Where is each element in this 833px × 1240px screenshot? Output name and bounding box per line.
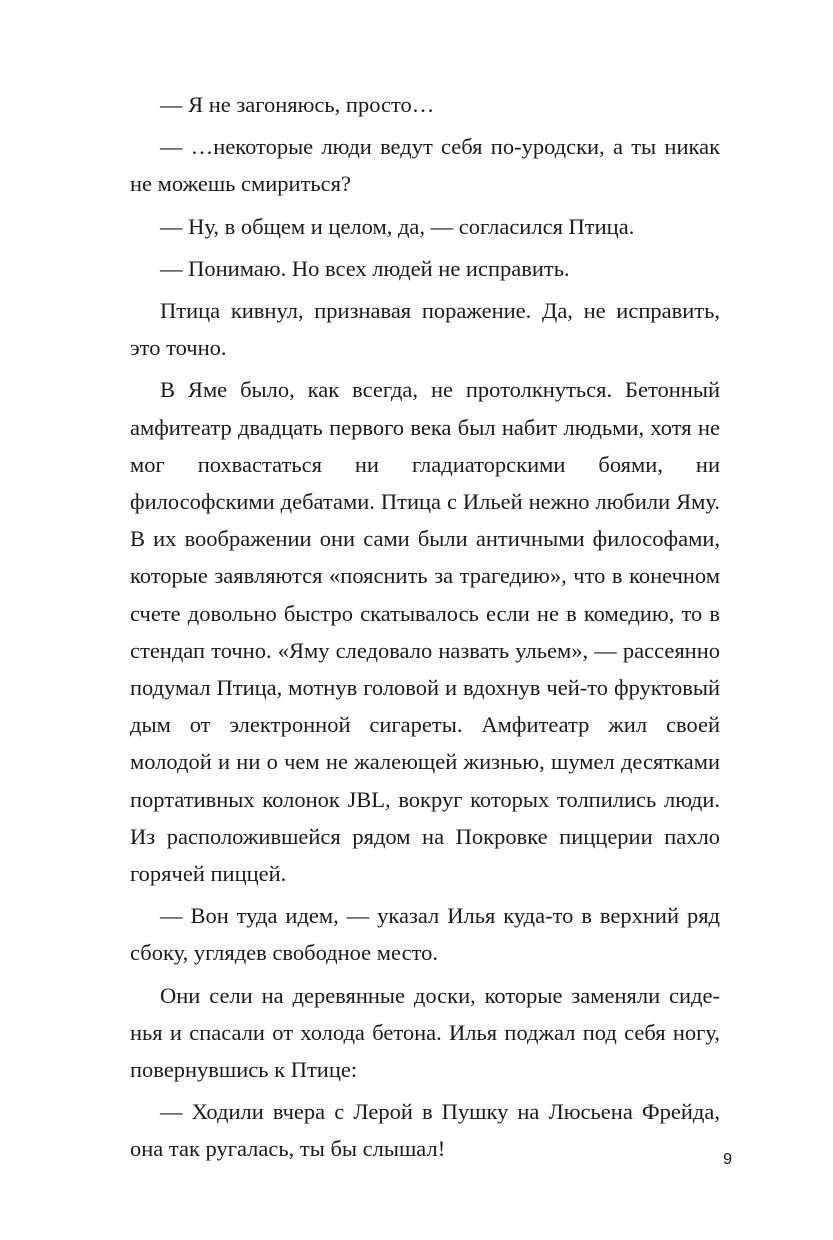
paragraph-dialogue-6: — Ходили вчера с Лерой в Пушку на Люсьена Фрейда, она так ругалась, ты бы слышал! <box>130 1099 720 1162</box>
page-number: 9 <box>723 1151 732 1168</box>
paragraph-narrative-1: Птица кивнул, признавая поражение. Да, не исправить, это точно. <box>130 298 720 361</box>
paragraph-dialogue-2: — …некоторые люди ведут себя по-уродски, а ты никак не можешь смириться? <box>130 134 720 197</box>
paragraph-dialogue-3: — Ну, в общем и целом, да, — согласился Птица. <box>160 213 635 239</box>
paragraph-dialogue-1: — Я не загоняюсь, просто… <box>160 92 435 117</box>
paragraph-narrative-3: Они сели на деревянные доски, которые заменяли сиденья и спасали от холода бетона. Илья поджал под себя ногу, повернувшись к Птице: <box>130 982 720 1083</box>
body-text <box>130 86 720 1173</box>
paragraph-dialogue-5: — Вон туда идем, — указал Илья куда-то в верхний ряд сбоку, углядев свободное место. <box>130 903 720 966</box>
paragraph-narrative-2: В Яме было, как всегда, не протолкнуться. Бетонный амфитеатр двадцать первого века был набит людьми, хотя не мог похвастаться ни гладиаторскими боями, ни философскими дебатами. Птица с Ильей нежно любили Яму. В их воображении они сами были античными философами, которые заявляются «пояснить за трагедию», что в конечном счете довольно быстро скатывалось если не в комедию, то в стендап точно. «Яму следовало назвать ульем», — рассеянно подумал Птица, мотнув головой и вдохнув чей-то фруктовый дым от электронной сигареты. Амфитеатр жил своей молодой и ни о чем не жалеющей жизнью, шумел десятками портативных колонок JBL, вокруг которых толпились люди. Из расположившейся рядом на Покровке пиццерии пахло горячей пиццей. <box>130 377 720 887</box>
paragraph-dialogue-4: — Понимаю. Но всех людей не исправить. <box>160 255 570 281</box>
